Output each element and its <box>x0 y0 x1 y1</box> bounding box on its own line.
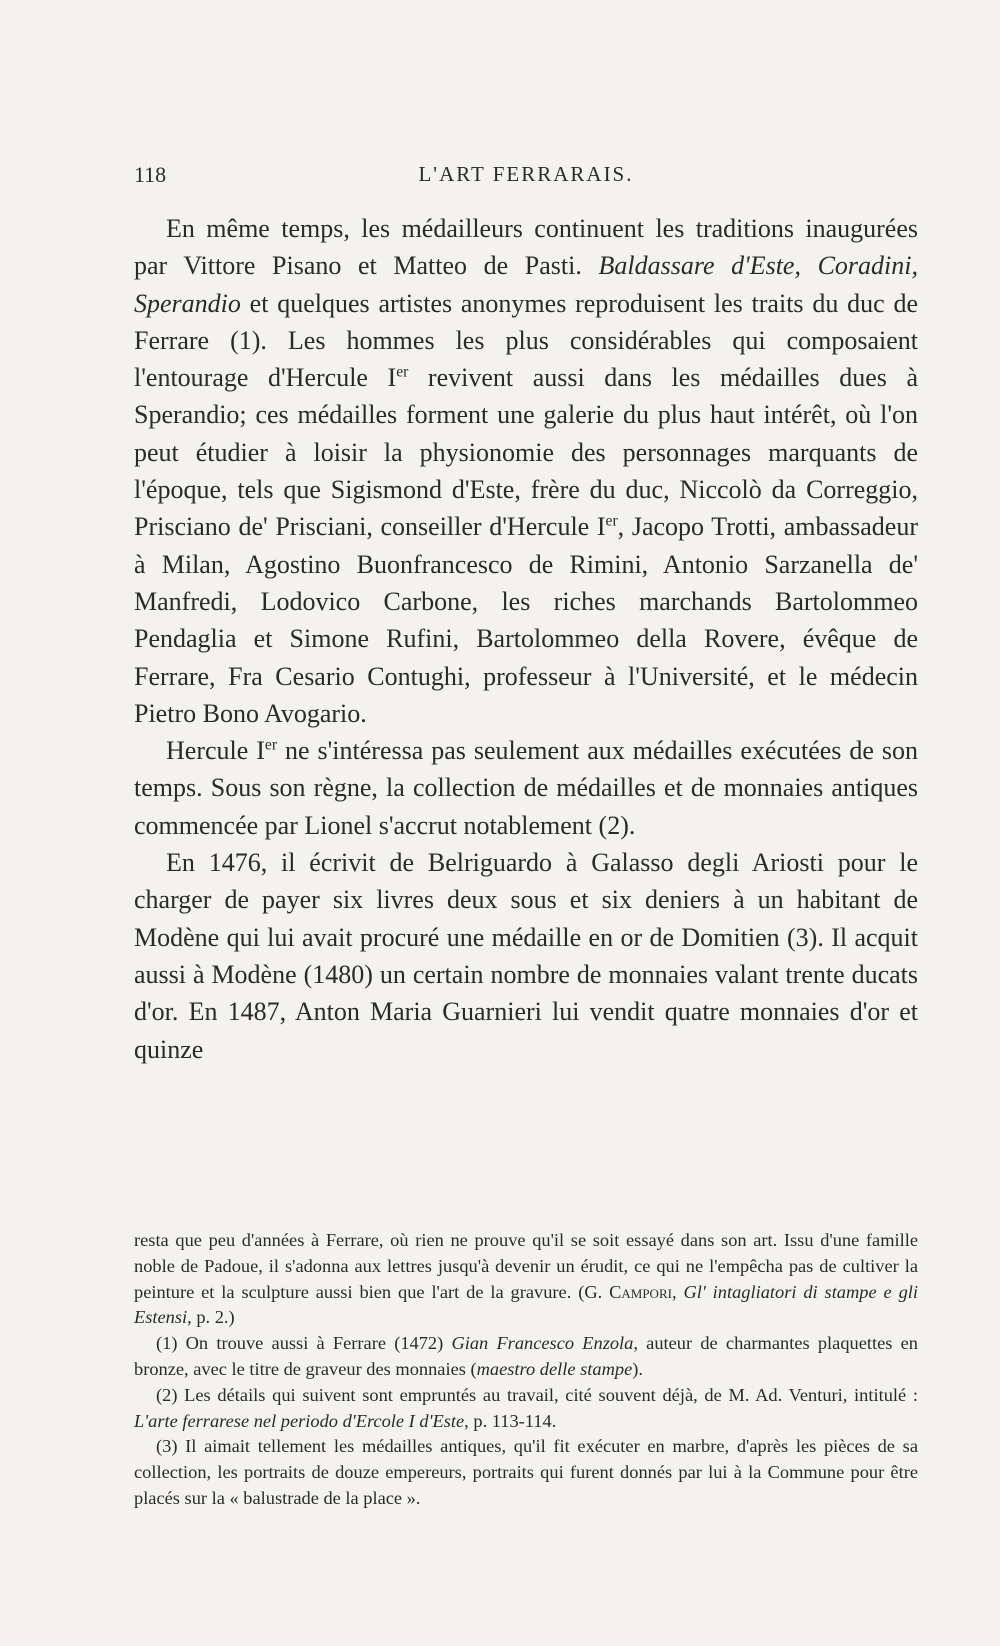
italic-run: Gl' intagliatori di stampe e gli Estensi <box>134 1281 919 1328</box>
italic-run: maestro delle stampe <box>476 1358 633 1379</box>
paragraph-2 <box>134 732 918 844</box>
text-run: (1) On trouve aussi à Ferrare (1472) <box>156 1333 452 1354</box>
superscript: er <box>396 363 409 381</box>
text-run: ne s'intéressa pas seulement aux médailles exécutées de son temps. Sous son règne, la collection de médailles et de monnaies antiques commencée par Lionel s'accrut notablement (2). <box>134 736 918 840</box>
paragraph-3 <box>134 844 918 1068</box>
italic-run: Gian Francesco Enzola, <box>451 1333 638 1354</box>
superscript: er <box>264 736 278 754</box>
text-run: (2) Les détails qui suivent sont empruntés au travail, cité souvent déjà, de M. Ad. Venturi, intitulé : <box>156 1384 918 1405</box>
text-run: , p. 2.) <box>187 1307 235 1328</box>
text-run: resta que peu d'années à Ferrare, où rien ne prouve qu'il se soit essayé dans son art. Issu d'une famille noble de Padoue, il s'adonna aux lettres jusqu'à devenir un érudit, ce qui ne l'empêcha pas de cultiver la peinture et la sculpture aussi bien que l'art de la gravure. (G. <box>134 1230 918 1302</box>
small-caps-run: Campori <box>609 1281 672 1302</box>
body-text <box>134 210 918 1068</box>
text-run: En même temps, les médailleurs continuent les traditions inaugurées par Vittore Pisano et Matteo de Pasti. <box>134 214 918 281</box>
superscript: er <box>605 512 618 530</box>
footnote-continuation <box>134 1228 918 1331</box>
footnote-3 <box>134 1434 918 1511</box>
page-header <box>134 162 918 192</box>
page-number: 118 <box>134 162 167 187</box>
text-run: ). <box>632 1358 643 1379</box>
text-run: et quelques artistes anonymes reproduisent les traits du duc de Ferrare (1). Les hommes les plus considérables qui composaient l'entourage d'Hercule I <box>134 288 918 393</box>
italic-run: Baldassare d'Este, Coradini, Sperandio <box>134 251 918 318</box>
text-run: , <box>671 1281 684 1302</box>
running-title: L'ART FERRARAIS. <box>418 162 634 186</box>
text-run: revivent aussi dans les médailles dues à Sperandio; ces médailles forment une galerie du plus haut intérêt, où l'on peut étudier à loisir la physionomie des personnages marquants de l'époque, tels que Sigismond d'Este, frère du duc, Niccolò da Correggio, Prisciano de' Prisciani, conseiller d'Hercule I <box>134 363 919 542</box>
footnote-1 <box>134 1331 918 1383</box>
text-run: Hercule I <box>166 736 265 766</box>
text-run: En 1476, il écrivit de Belriguardo à Galasso degli Ariosti pour le charger de payer six livres deux sous et six deniers à un habitant de Modène qui lui avait procuré une médaille en or de Domitien (3). Il acquit aussi à Modène (1480) un certain nombre de monnaies valant trente ducats d'or. En 1487, Anton Maria Guarnieri lui vendit quatre monnaies d'or et quinze <box>134 848 918 1064</box>
text-run: , Jacopo Trotti, ambassadeur à Milan, Agostino Buonfrancesco de Rimini, Antonio Sarzanella de' Manfredi, Lodovico Carbone, les riches marchands Bartolommeo Pendaglia et Simone Rufini, Bartolommeo della Rovere, évêque de Ferrare, Fra Cesario Contughi, professeur à l'Université, et le médecin Pietro Bono Avogario. <box>134 512 918 728</box>
text-run: (3) Il aimait tellement les médailles antiques, qu'il fit exécuter en marbre, d'après les pièces de sa collection, les portraits de douze empereurs, portraits qui furent donnés par lui à la Commune pour être placés sur la « balustrade de la place ». <box>134 1436 918 1508</box>
text-run: , p. 113-114. <box>464 1410 557 1431</box>
footnotes <box>134 1228 918 1512</box>
paragraph-1 <box>134 210 918 732</box>
footnote-2 <box>134 1383 918 1435</box>
text-run: auteur de charmantes plaquettes en bronze, avec le titre de graveur des monnaies ( <box>134 1333 918 1379</box>
italic-run: L'arte ferrarese nel periodo d'Ercole I d'Este <box>134 1410 465 1431</box>
